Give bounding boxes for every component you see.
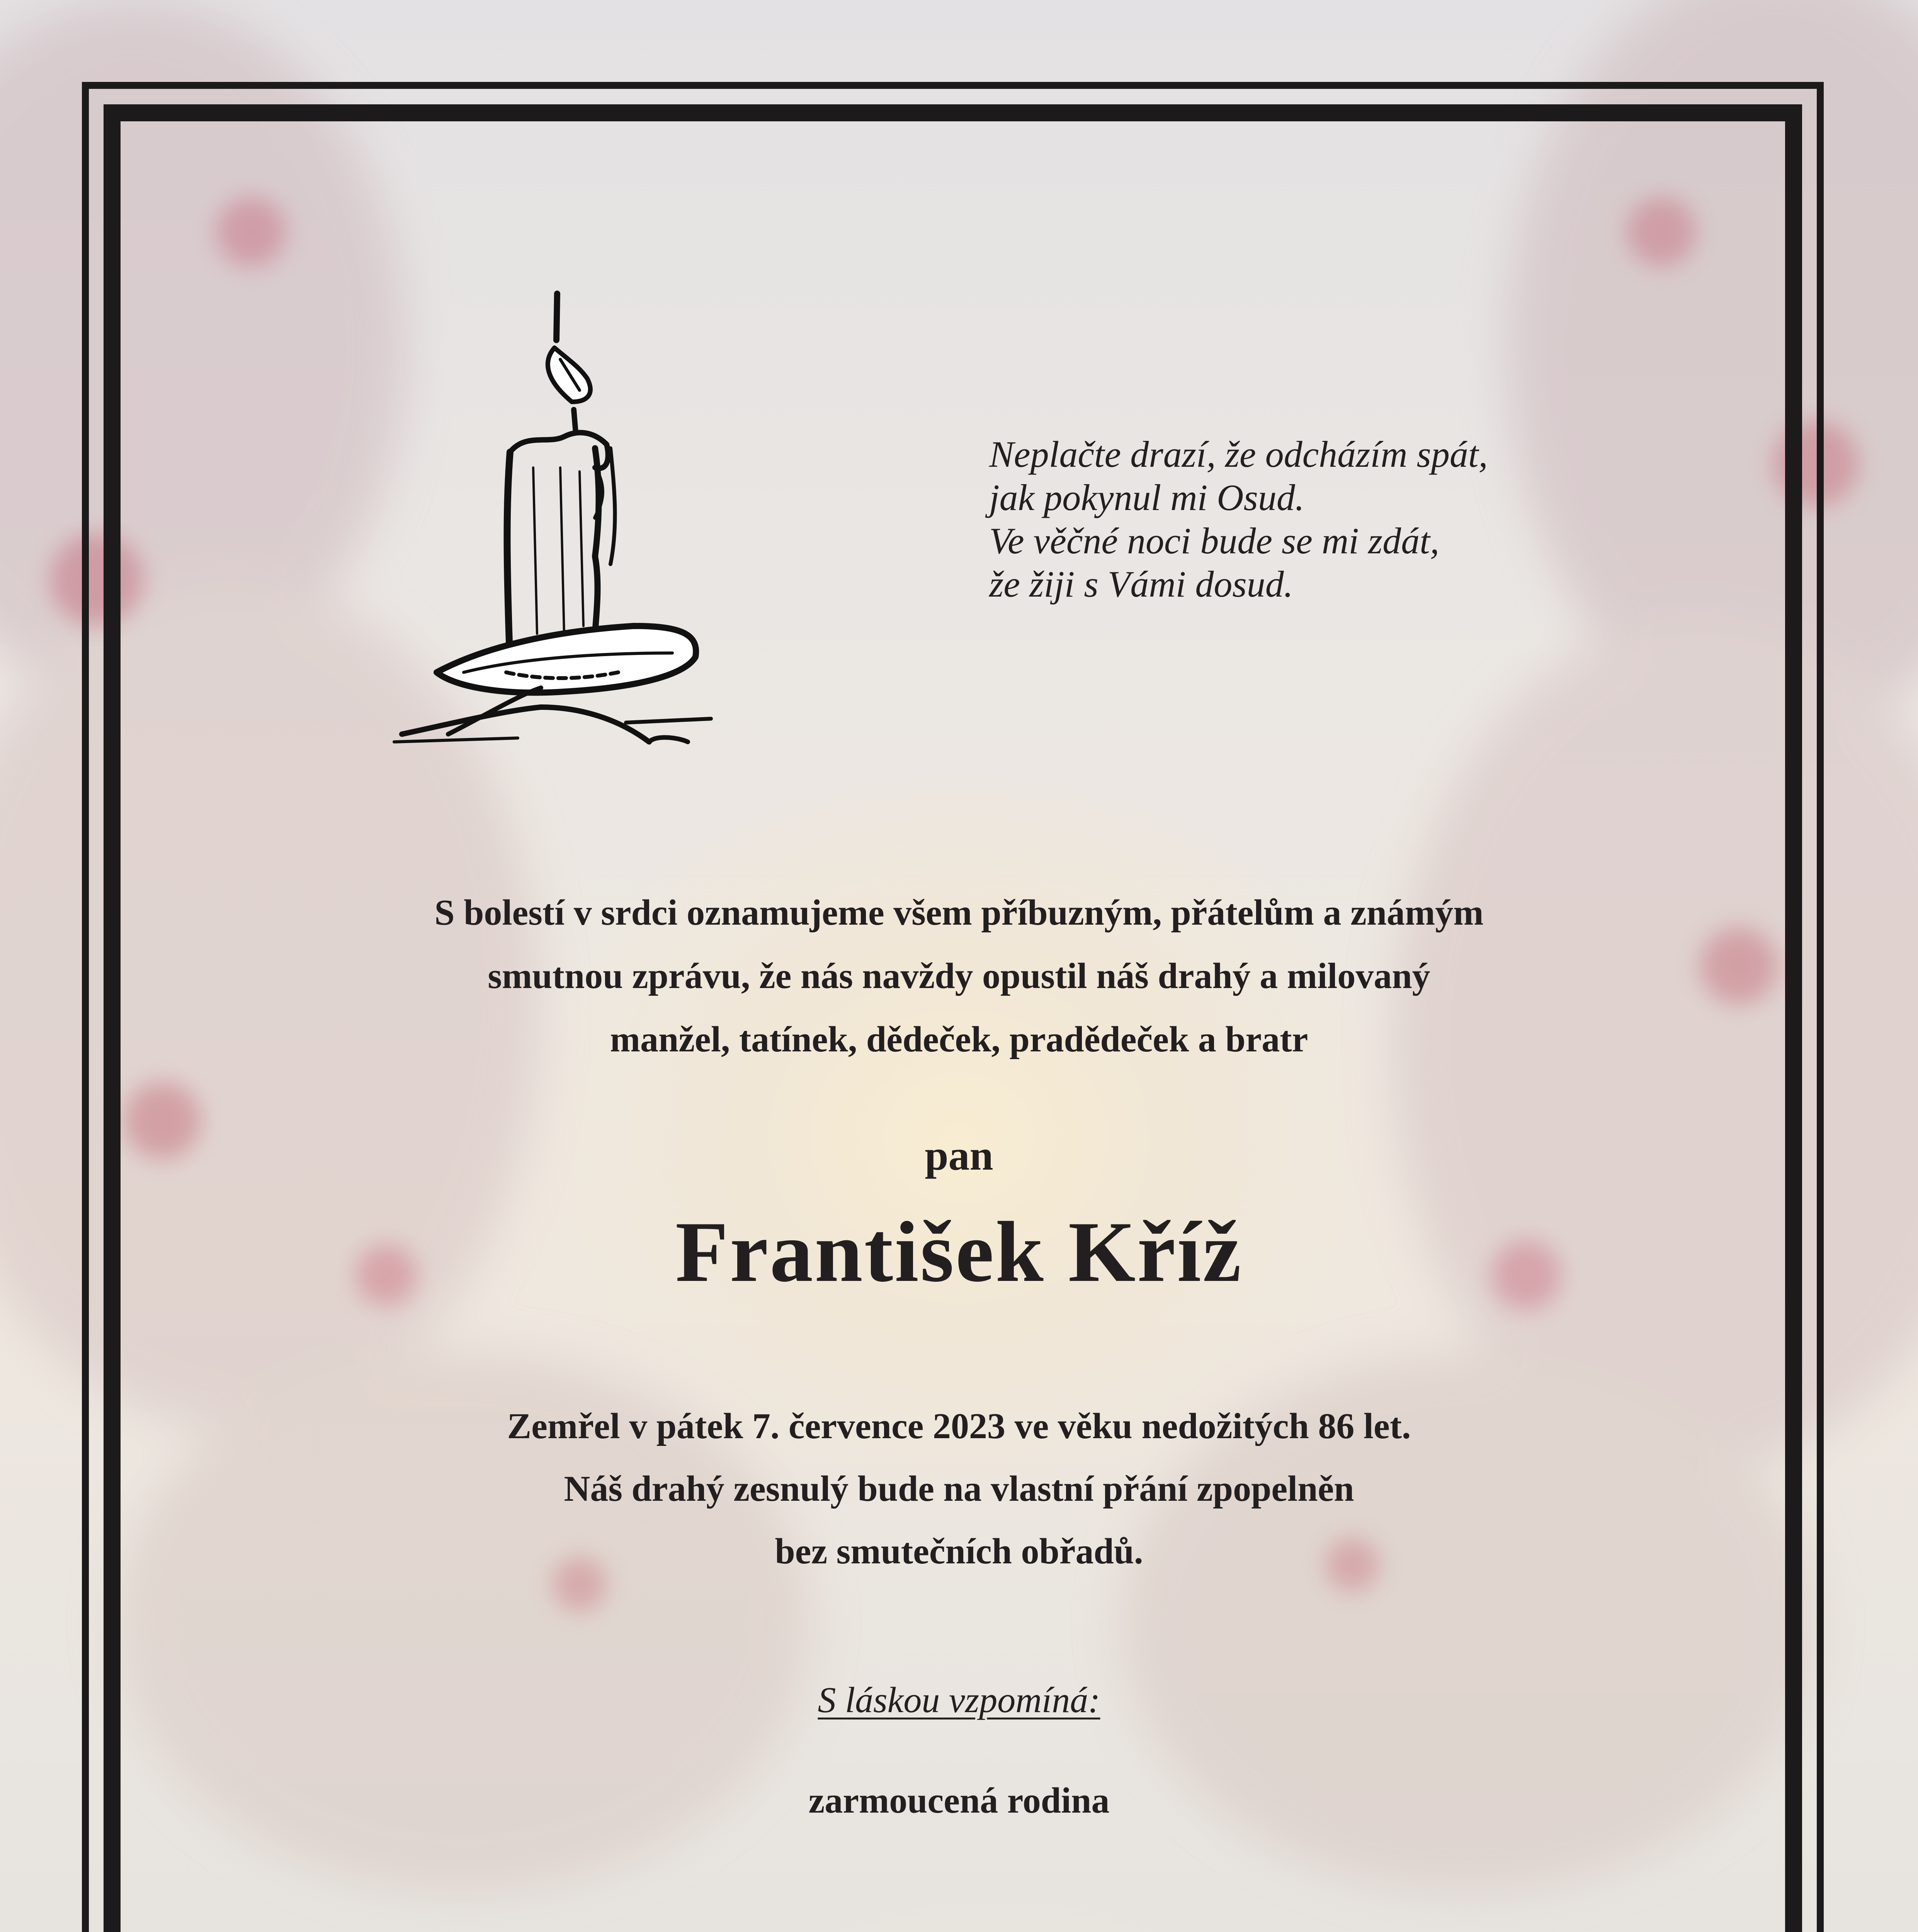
announcement-line: manžel, tatínek, dědeček, pradědeček a bratr: [610, 1019, 1308, 1060]
candle-icon: [379, 286, 734, 765]
announcement-line: smutnou zprávu, že nás navždy opustil náš drahý a milovaný: [488, 956, 1430, 996]
death-details-line: bez smutečních obřadů.: [775, 1531, 1143, 1571]
poem-line: jak pokynul mi Osud.: [989, 477, 1304, 518]
remembrance-heading-text: S láskou vzpomíná:: [818, 1680, 1100, 1720]
poem-line: Neplačte drazí, že odcházím spát,: [989, 434, 1488, 475]
remembrance-by: zarmoucená rodina: [808, 1781, 1110, 1821]
announcement: [116, 881, 1802, 1071]
poem: [989, 433, 1723, 606]
deceased-name: František Kříž: [675, 1204, 1243, 1300]
death-details: [116, 1395, 1802, 1583]
remembrance-heading: [116, 1677, 1802, 1723]
death-details-line: Zemřel v pátek 7. července 2023 ve věku nedožitých 86 let.: [507, 1406, 1411, 1446]
poem-line: že žiji s Vámi dosud.: [989, 563, 1293, 605]
announcement-line: S bolestí v srdci oznamujeme všem příbuzným, přátelům a známým: [434, 893, 1484, 933]
poem-line: Ve věčné noci bude se mi zdát,: [989, 520, 1439, 561]
deceased-title: pan: [925, 1132, 993, 1179]
death-details-line: Náš drahý zesnulý bude na vlastní přání zpopelněn: [564, 1469, 1354, 1509]
